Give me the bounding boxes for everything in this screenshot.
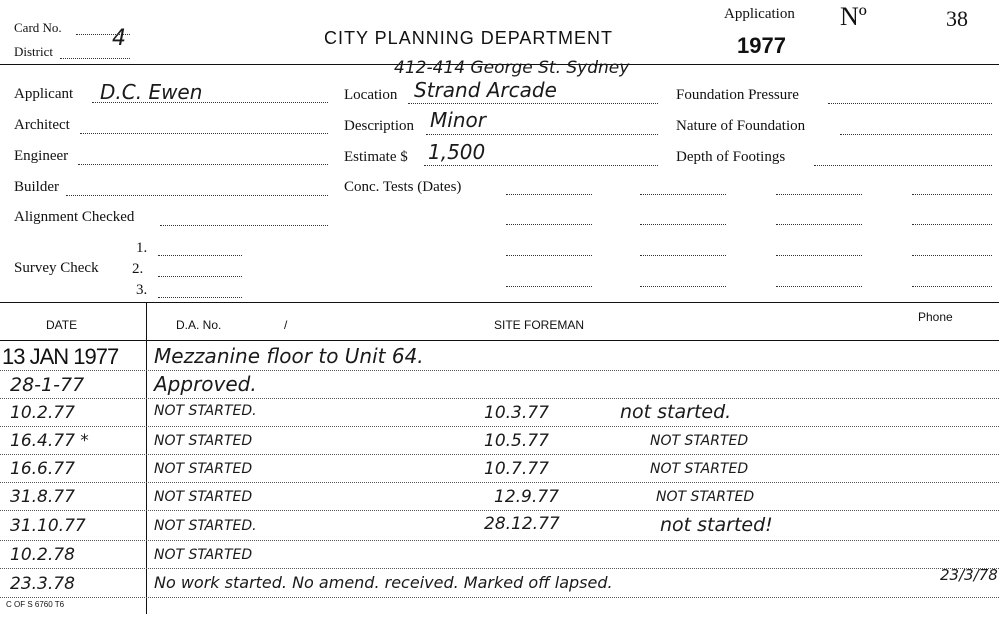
conc-line [912,194,992,195]
estimate-line [424,165,658,166]
table-row-date: 10.2.78 [10,545,75,565]
table-row-date-2: 10.5.77 [484,431,549,451]
table-row-date-2: 12.9.77 [494,487,559,507]
conc-line [640,224,726,225]
conc-line [912,224,992,225]
application-number: 38 [946,6,968,31]
table-row-entry-2: not started! [660,514,773,536]
depth-label: Depth of Footings [676,149,786,165]
conc-line [776,194,862,195]
signature-date: 23/3/78 [940,566,998,584]
col-date-header: DATE [46,318,78,332]
application-label: Application [724,6,795,22]
table-top-border [0,302,999,303]
builder-label: Builder [14,179,59,195]
survey-label: Survey Check [14,260,99,276]
table-row-date: 28-1-77 [10,374,85,396]
table-row-entry: NOT STARTED. [154,518,257,534]
conc-line [506,255,592,256]
table-row-entry: NOT STARTED [154,433,253,449]
applicant-label: Applicant [14,86,74,102]
row-line [0,454,999,455]
conc-line [912,286,992,287]
row-line [0,398,999,399]
application-year: 1977 [737,33,786,58]
location-address: 412-414 George St. Sydney [394,58,630,78]
conc-line [640,194,726,195]
col-site-header: SITE FOREMAN [494,318,585,332]
builder-line [66,195,328,196]
estimate-label: Estimate $ [344,149,408,165]
table-row-date: 10.2.77 [10,403,75,423]
location-value: Strand Arcade [414,78,557,102]
row-line [0,540,999,541]
table-row-date-2: 10.3.77 [484,403,549,423]
row-line [0,370,999,371]
nature-line [840,134,992,135]
col-phone-header: Phone [918,310,953,324]
survey-1: 1. [136,240,148,256]
form-title: CITY PLANNING DEPARTMENT [324,28,614,48]
row-line [0,426,999,427]
survey-3: 3. [136,282,148,298]
location-line [408,103,658,104]
conc-line [776,286,862,287]
engineer-label: Engineer [14,148,69,164]
form-code: C OF S 6760 T6 [6,600,65,609]
table-row-entry: No work started. No amend. received. Marked off lapsed. [154,573,613,592]
description-value: Minor [430,108,486,132]
foundation-pressure-label: Foundation Pressure [676,87,799,103]
row-line [0,510,999,511]
table-row-entry: Mezzanine floor to Unit 64. [154,344,424,368]
nature-label: Nature of Foundation [676,118,806,134]
estimate-value: 1,500 [428,140,486,164]
architect-label: Architect [14,117,70,133]
district-line [60,58,130,59]
district-value: 4 [112,26,126,51]
col-da-header: D.A. No. [176,318,222,332]
table-row-entry: NOT STARTED [154,461,253,477]
survey-2: 2. [132,261,144,277]
table-row-date: 31.8.77 [10,487,75,507]
row-line [0,482,999,483]
table-header-border [0,340,999,341]
table-row-date: 31.10.77 [10,516,86,536]
table-row-entry: NOT STARTED [154,489,253,505]
survey-2-line [158,276,242,277]
location-label: Location [344,87,398,103]
table-row-date: 13 JAN 1977 [2,344,119,369]
alignment-line [160,225,328,226]
table-row-date: 16.4.77 * [10,431,89,451]
district-label: District [14,44,53,59]
description-label: Description [344,118,414,134]
table-row-date: 16.6.77 [10,459,75,479]
table-row-date-2: 28.12.77 [484,514,560,534]
number-symbol: Nº [840,2,867,31]
survey-3-line [158,297,242,298]
alignment-label: Alignment Checked [14,209,135,225]
description-line [426,134,658,135]
applicant-value: D.C. Ewen [100,80,203,104]
row-line [0,568,999,569]
table-row-entry-2: NOT STARTED [650,461,749,477]
conc-line [506,286,592,287]
conc-line [776,224,862,225]
row-line [0,597,999,598]
conc-line [506,224,592,225]
table-row-entry-2: NOT STARTED [650,433,749,449]
conc-line [912,255,992,256]
table-row-entry: NOT STARTED [154,547,253,563]
conc-line [640,255,726,256]
table-row-date-2: 10.7.77 [484,459,549,479]
table-row-entry-2: NOT STARTED [656,489,755,505]
survey-1-line [158,255,242,256]
table-row-date: 23.3.78 [10,574,75,594]
table-row-entry-2: not started. [620,401,732,423]
col-slash: / [284,318,288,332]
table-row-entry: NOT STARTED. [154,403,257,419]
foundation-pressure-line [828,103,992,104]
table-row-entry: Approved. [154,372,257,396]
conc-line [640,286,726,287]
conc-line [776,255,862,256]
engineer-line [78,164,328,165]
architect-line [80,133,328,134]
depth-line [814,165,992,166]
conc-tests-label: Conc. Tests (Dates) [344,179,462,195]
card-no-label: Card No. [14,20,62,35]
conc-line [506,194,592,195]
